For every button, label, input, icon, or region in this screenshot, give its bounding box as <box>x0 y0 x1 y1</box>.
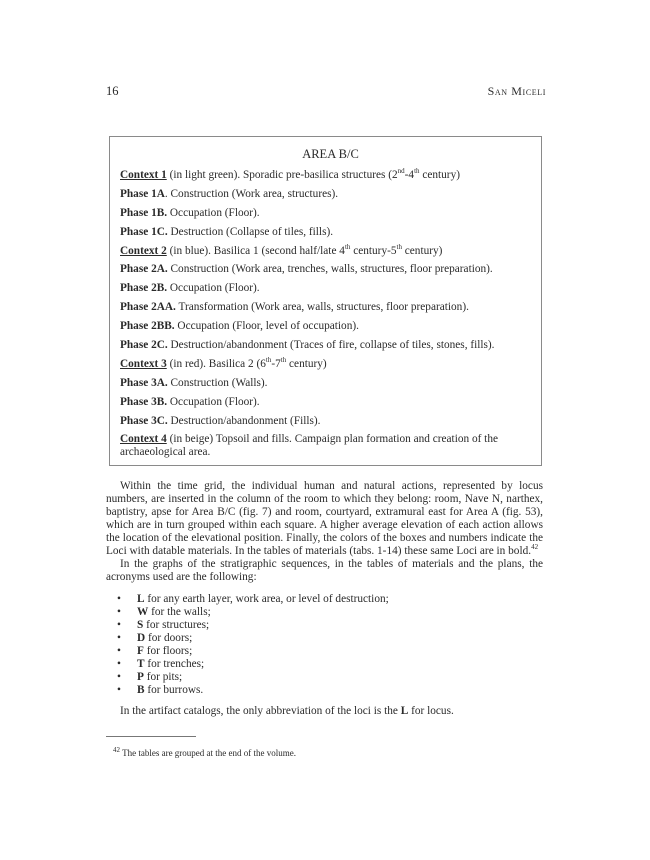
line-sup1: nd <box>397 167 405 176</box>
acronym-list <box>117 593 389 697</box>
list-item <box>117 619 389 632</box>
phase-label: Phase 2B. <box>120 282 168 295</box>
acronym-letter: B <box>137 684 145 696</box>
line-text: Construction (Walls). <box>167 376 268 389</box>
phase-line <box>120 226 541 239</box>
phase-label: Phase 2AA. <box>120 301 176 314</box>
line-text: Occupation (Floor). <box>167 282 260 295</box>
phase-label: Phase 3B. <box>120 395 168 408</box>
box-lines <box>120 169 541 459</box>
bullet-icon: • <box>117 619 121 631</box>
bullet-icon: • <box>117 645 121 657</box>
line-mid: -7 <box>271 357 281 370</box>
phase-label: Phase 2A. <box>120 263 168 276</box>
acronym-text: for structures; <box>143 619 210 631</box>
phase-line <box>120 207 541 220</box>
line-mid: century-5 <box>350 244 397 257</box>
line-text: . Construction (Work area, structures). <box>164 187 339 200</box>
bullet-icon: • <box>117 671 121 683</box>
bullet-icon: • <box>117 593 121 605</box>
list-item <box>117 593 389 606</box>
bullet-icon: • <box>117 684 121 696</box>
context-label: Context 2 <box>120 244 167 257</box>
phase-line <box>120 377 541 390</box>
phase-label: Phase 1B. <box>120 206 168 219</box>
bullet-icon: • <box>117 606 121 618</box>
line-text: Destruction (Collapse of tiles, fills). <box>167 225 334 238</box>
paragraph-2: In the graphs of the stratigraphic sequences, in the tables of materials and the plans, the acronyms used are the following: <box>106 558 543 583</box>
phase-label: Phase 3A. <box>120 376 168 389</box>
phase-label: Phase 1A <box>120 187 165 200</box>
phase-label: Phase 2BB. <box>120 320 175 333</box>
bullet-icon: • <box>117 658 121 670</box>
context-line <box>120 169 541 182</box>
footnote-number: 42 <box>113 746 120 754</box>
line-sup2: th <box>414 167 420 176</box>
phase-line <box>120 301 541 314</box>
paragraph-1 <box>106 480 543 558</box>
running-head: San Miceli <box>487 84 546 98</box>
list-item <box>117 658 389 671</box>
acronym-letter: P <box>137 671 144 683</box>
phase-line <box>120 396 541 409</box>
acronym-text: for floors; <box>143 645 193 657</box>
line-text: Occupation (Floor, level of occupation). <box>174 320 359 333</box>
line-tail: century) <box>286 357 327 370</box>
line-text: Occupation (Floor). <box>167 395 260 408</box>
line-text: (in red). Basilica 2 (6 <box>166 357 266 370</box>
line-tail: century) <box>401 244 443 257</box>
footnote <box>113 748 296 758</box>
line-text: Occupation (Floor). <box>167 206 260 219</box>
list-item <box>117 684 389 697</box>
line-sup2: th <box>280 356 287 365</box>
line-sup1: th <box>344 242 351 251</box>
line-text: Transformation (Work area, walls, structures, floor preparation). <box>175 301 469 314</box>
list-item <box>117 632 389 645</box>
line-text: (in blue). Basilica 1 (second half/late 4 <box>166 244 345 257</box>
phase-line <box>120 415 541 428</box>
page-number: 16 <box>106 84 119 98</box>
bullet-icon: • <box>117 632 121 644</box>
paragraph-3-pre: In the artifact catalogs, the only abbreviation of the loci is the <box>120 705 401 717</box>
footnote-text: The tables are grouped at the end of the volume. <box>120 748 297 758</box>
list-item <box>117 645 389 658</box>
line-text: Destruction/abandonment (Traces of fire, collapse of tiles, stones, fills). <box>167 339 495 352</box>
list-item <box>117 671 389 684</box>
area-bc-box <box>109 136 542 466</box>
context-label: Context 1 <box>120 169 167 181</box>
line-tail: century) <box>419 169 460 181</box>
phase-label: Phase 3C. <box>120 414 168 427</box>
phase-line <box>120 282 541 295</box>
phase-line <box>120 320 541 333</box>
acronym-letter: S <box>137 619 144 631</box>
footnote-ref: 42 <box>531 543 539 552</box>
phase-label: Phase 2C. <box>120 339 168 352</box>
list-item <box>117 606 389 619</box>
line-sup1: th <box>265 356 272 365</box>
box-title: AREA B/C <box>302 147 359 161</box>
acronym-text: for the walls; <box>148 606 211 618</box>
acronym-letter: T <box>137 658 145 670</box>
acronym-letter: W <box>137 606 149 618</box>
acronym-text: for pits; <box>143 671 183 683</box>
line-text: (in light green). Sporadic pre-basilica structures (2 <box>166 169 398 181</box>
paragraph-3-bold: L <box>400 705 409 717</box>
acronym-text: for trenches; <box>144 658 205 670</box>
phase-line <box>120 263 541 276</box>
paragraph-3 <box>106 705 543 718</box>
acronym-letter: L <box>137 593 145 605</box>
context-label: Context 3 <box>120 357 167 370</box>
footnote-rule <box>106 736 196 737</box>
line-mid: -4 <box>404 169 415 181</box>
acronym-text: for any earth layer, work area, or level of destruction; <box>144 593 389 605</box>
phase-line <box>120 188 541 201</box>
line-text: Destruction/abandonment (Fills). <box>167 414 321 427</box>
phase-line <box>120 339 541 352</box>
phase-label: Phase 1C. <box>120 225 168 238</box>
line-text: Construction (Work area, trenches, walls, structures, floor preparation). <box>167 263 493 276</box>
context-line <box>120 358 541 371</box>
acronym-letter: D <box>137 632 146 644</box>
paragraph-1-text: Within the time grid, the individual human and natural actions, represented by locus numbers, are inserted in the column of the room to which they belong: room, Nave N, narthex, baptistry, apse for Area B/C (fig. 7) and room, courtyard, extramural east for Area A (fig. 53), which are in turn grouped within each square. A higher average elevation of each action allows the location of the elevational position. Finally, the colors of the boxes and numbers indicate the Loci with datable materials. In the tables of materials (tabs. 1-14) these same Loci are in bold. <box>106 480 543 557</box>
context-line <box>120 433 520 459</box>
context-line <box>120 242 541 258</box>
paragraph-3-post: for locus. <box>408 705 454 717</box>
acronym-text: for burrows. <box>144 684 204 696</box>
line-text: (in beige) Topsoil and fills. Campaign plan formation and creation of the archaeological area. <box>120 433 498 459</box>
context-label: Context 4 <box>120 433 167 446</box>
acronym-text: for doors; <box>145 632 193 644</box>
line-sup2: th <box>396 242 402 251</box>
acronym-letter: F <box>137 645 144 657</box>
